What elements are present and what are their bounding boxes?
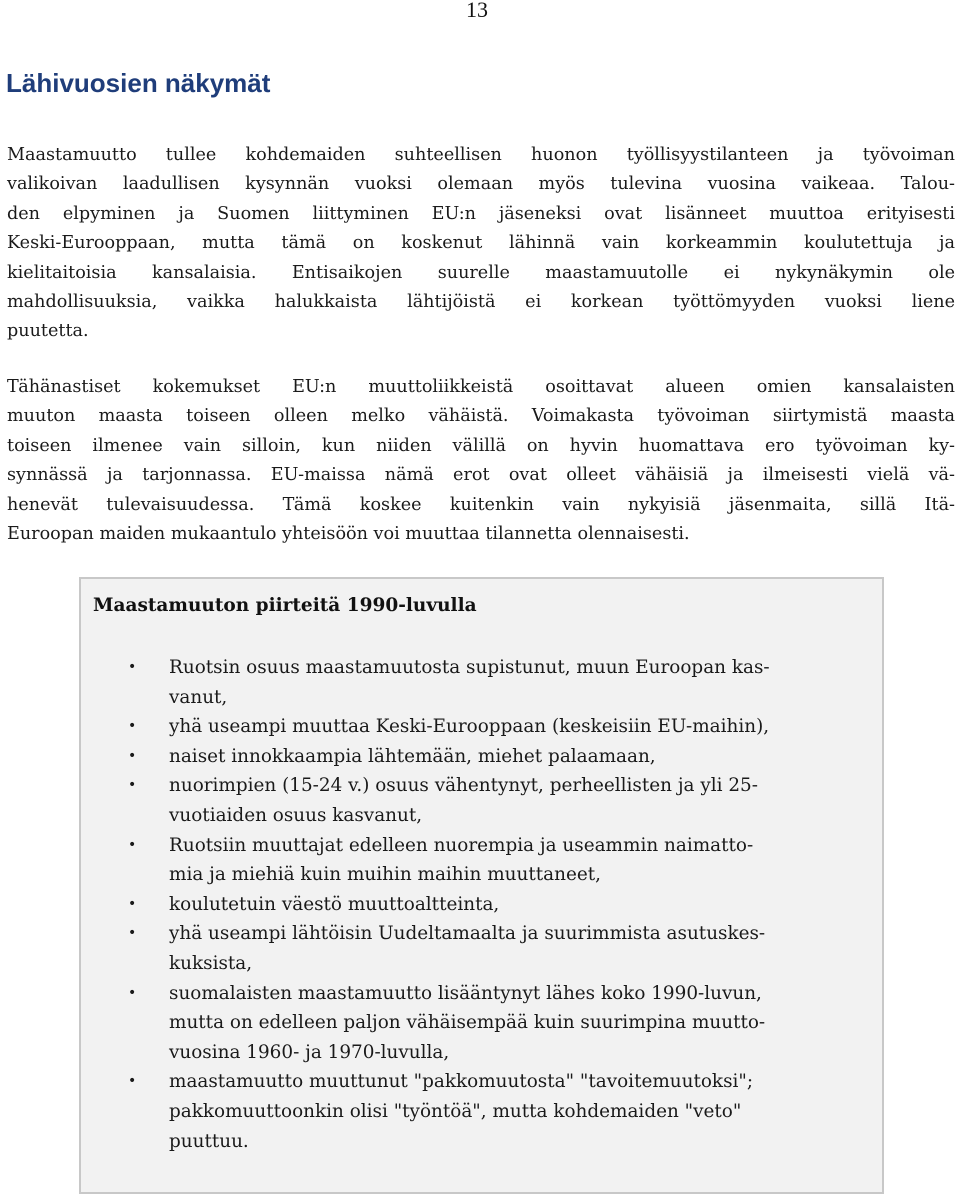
list-item — [81, 653, 871, 712]
list-item-line: maastamuutto muuttunut "pakkomuutosta" "tavoitemuutoksi"; — [169, 1071, 754, 1093]
info-box-title: Maastamuuton piirteitä 1990-luvulla — [93, 595, 477, 616]
list-item — [81, 919, 871, 978]
paragraph-line: toiseen ilmenee vain silloin, kun niiden välillä on hyvin huomattava ero työvoiman ky- — [7, 435, 955, 456]
bullet-icon: • — [128, 1073, 137, 1090]
list-item-line: vanut, — [169, 686, 228, 708]
paragraph-line: henevät tulevaisuudessa. Tämä koskee kuitenkin vain nykyisiä jäsenmaita, sillä Itä- — [7, 494, 955, 515]
page-number: 13 — [466, 0, 488, 22]
list-item-line: Ruotsiin muuttajat edelleen nuorempia ja useammin naimatto- — [169, 834, 754, 856]
list-item-line: vuosina 1960- ja 1970-luvulla, — [169, 1041, 450, 1063]
bullet-icon: • — [128, 925, 137, 942]
bullet-icon: • — [128, 659, 137, 675]
paragraph-1 — [7, 141, 955, 347]
paragraph-2 — [7, 373, 955, 549]
list-item — [81, 831, 871, 890]
list-item-line: kuksista, — [169, 952, 253, 974]
list-item-line: naiset innokkaampia lähtemään, miehet palaamaan, — [169, 745, 656, 767]
list-item — [81, 712, 871, 742]
paragraph-line: Tähänastiset kokemukset EU:n muuttoliikkeistä osoittavat alueen omien kansalaisten — [7, 377, 955, 397]
paragraph-line: valikoivan laadullisen kysynnän vuoksi olemaan myös tulevina vuosina vaikeaa. Talou- — [7, 174, 955, 195]
list-item — [81, 890, 871, 920]
paragraph-line: puutetta. — [7, 321, 89, 342]
bullet-icon: • — [128, 777, 137, 794]
bullet-icon: • — [128, 718, 137, 735]
paragraph-line: muuton maasta toiseen olleen melko vähäistä. Voimakasta työvoiman siirtymistä maasta — [7, 406, 955, 427]
paragraph-line: kielitaitoisia kansalaisia. Entisaikojen suurelle maastamuutolle ei nykynäkymin ole — [7, 262, 955, 283]
info-box — [79, 577, 884, 1194]
list-item-line: nuorimpien (15-24 v.) osuus vähentynyt, perheellisten ja yli 25- — [169, 775, 758, 797]
list-item — [81, 771, 871, 830]
list-item-line: koulutetuin väestö muuttoaltteinta, — [169, 893, 500, 915]
list-item-line: mia ja miehiä kuin muihin maihin muuttaneet, — [169, 864, 601, 886]
list-item — [81, 1067, 871, 1156]
bullet-icon: • — [128, 895, 137, 912]
list-item-line: yhä useampi muuttaa Keski-Eurooppaan (keskeisiin EU-maihin), — [169, 716, 770, 738]
list-item-line: Ruotsin osuus maastamuutosta supistunut, muun Euroopan kas- — [169, 657, 770, 678]
paragraph-line: Maastamuutto tullee kohdemaiden suhteellisen huonon työllisyystilanteen ja työvoiman — [7, 145, 955, 165]
bullet-icon: • — [128, 984, 137, 1001]
list-item-line: suomalaisten maastamuutto lisääntynyt lähes koko 1990-luvun, — [169, 982, 762, 1004]
paragraph-line: den elpyminen ja Suomen liittyminen EU:n jäseneksi ovat lisänneet muuttoa erityisesti — [7, 203, 955, 224]
list-item — [81, 979, 871, 1068]
bullet-icon: • — [128, 836, 137, 853]
list-item-line: mutta on edelleen paljon vähäisempää kuin suurimpina muutto- — [169, 1012, 766, 1034]
list-item-line: yhä useampi lähtöisin Uudeltamaalta ja suurimmista asutuskes- — [169, 923, 766, 945]
paragraph-line: mahdollisuuksia, vaikka halukkaista lähtijöistä ei korkean työttömyyden vuoksi liene — [7, 292, 955, 313]
paragraph-line: Keski-Eurooppaan, mutta tämä on koskenut lähinnä vain korkeammin koulutettuja ja — [7, 233, 955, 254]
bullet-icon: • — [128, 747, 137, 764]
list-item — [81, 742, 871, 772]
info-box-list — [81, 653, 871, 1156]
list-item-line: pakkomuuttoonkin olisi "työntöä", mutta kohdemaiden "veto" — [169, 1100, 742, 1122]
list-item-line: puuttuu. — [169, 1130, 249, 1152]
paragraph-line: synnässä ja tarjonnassa. EU-maissa nämä erot ovat olleet vähäisiä ja ilmeisesti vielä vä- — [7, 465, 955, 486]
section-heading: Lähivuosien näkymät — [6, 68, 271, 98]
list-item-line: vuotiaiden osuus kasvanut, — [169, 804, 423, 826]
paragraph-line: Euroopan maiden mukaantulo yhteisöön voi muuttaa tilannetta olennaisesti. — [7, 524, 690, 545]
